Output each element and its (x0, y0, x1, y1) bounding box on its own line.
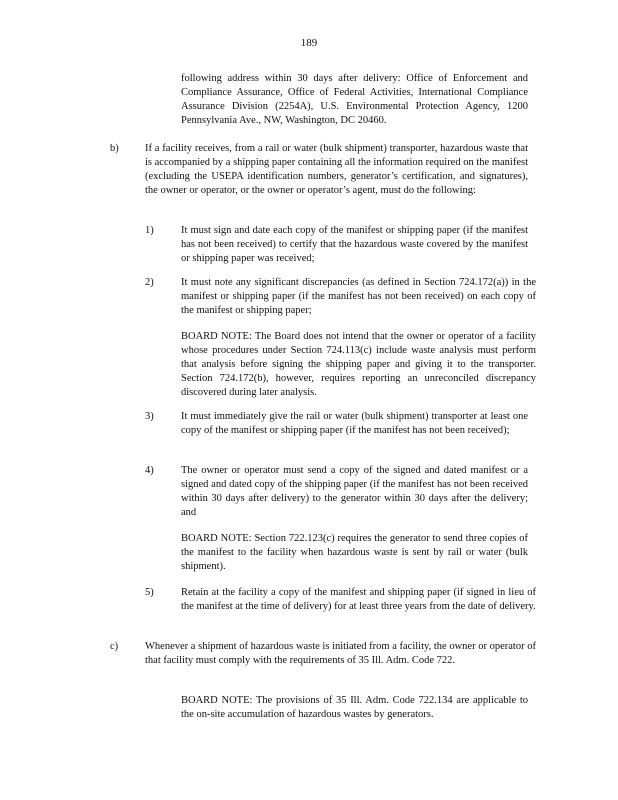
item-1-text: It must sign and date each copy of the manifest or shipping paper (if the manifest has not been received) to certify that the hazardous waste covered by the manifest or shipping paper was received; (181, 225, 528, 264)
page-number: 189 (300, 37, 318, 49)
section-c-text: Whenever a shipment of hazardous waste is initiated from a facility, the owner or operator of that facility must comply with the requirements of 35 Ill. Adm. Code 722. (145, 641, 536, 666)
board-note-item-2: BOARD NOTE: The Board does not intend that the owner or operator of a facility whose procedures under Section 724.113(c) include waste analysis must perform that analysis before signing the shipping paper and giving it to the transporter. Section 724.172(b), however, requires reporting an unreconciled discrepancy discovered during later analysis. (181, 331, 536, 398)
section-b-text: If a facility receives, from a rail or water (bulk shipment) transporter, hazardous waste that is accompanied by a shipping paper containing all the information required on the manifest (excluding the USEPA identification numbers, generator’s certification, and signatures), the owner or operator, or the owner or operator’s agent, must do the following: (145, 143, 528, 196)
item-5-text: Retain at the facility a copy of the manifest and shipping paper (if signed in lieu of the manifest at the time of delivery) for at least three years from the date of delivery. (181, 587, 536, 612)
intro-continuation: following address within 30 days after delivery: Office of Enforcement and Compliance Assurance, Office of Federal Activities, International Compliance Assurance Division (2254A), U.S. Environmental Protection Agency, 1200 Pennsylvania Ave., NW, Washington, DC 20460. (181, 73, 528, 126)
section-c-label: c) (110, 641, 119, 652)
item-5-label: 5) (145, 587, 154, 598)
item-4-text: The owner or operator must send a copy of the signed and dated manifest or a signed and dated copy of the shipping paper (if the manifest has not been received within 30 days after delivery) to the generator within 30 days after the delivery; and (181, 465, 528, 518)
item-2-text: It must note any significant discrepancies (as defined in Section 724.172(a)) in the manifest or shipping paper (if the manifest has not been received) on each copy of the manifest or shipping paper; (181, 277, 536, 316)
item-3-text: It must immediately give the rail or water (bulk shipment) transporter at least one copy of the manifest or shipping paper (if the manifest has not been received); (181, 411, 528, 436)
item-3-label: 3) (145, 411, 154, 422)
item-2-label: 2) (145, 277, 154, 288)
section-b-label: b) (110, 143, 119, 154)
item-4-label: 4) (145, 465, 154, 476)
item-1-label: 1) (145, 225, 154, 236)
board-note-section-c: BOARD NOTE: The provisions of 35 Ill. Adm. Code 722.134 are applicable to the on-site accumulation of hazardous wastes by generators. (181, 695, 528, 720)
board-note-item-4: BOARD NOTE: Section 722.123(c) requires the generator to send three copies of the manifest to the facility when hazardous waste is sent by rail or water (bulk shipment). (181, 533, 528, 572)
